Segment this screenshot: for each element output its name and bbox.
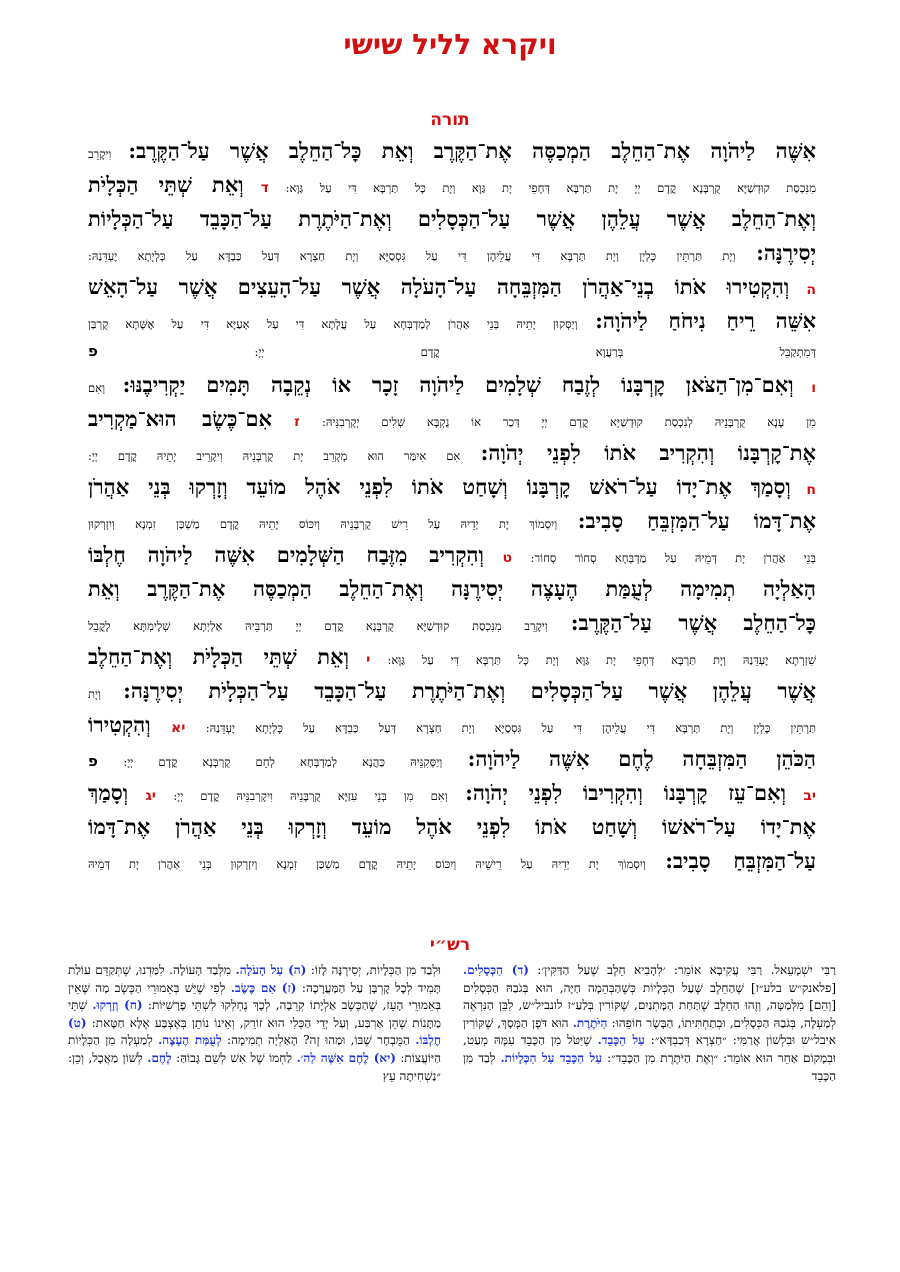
verse-text: אֲשֶׁר עֲלֵהֶן אֲשֶׁר עַל־הַכְּסָלִים וְאֶת־הַיֹּתֶרֶת עַל־הַכָּבֵד עַל־הַכְּלָיֹת יְסִירֶנָּה:: [123, 678, 816, 703]
verse-number: ד: [260, 180, 269, 196]
torah-line: [88, 508, 816, 542]
rashi-dibbur-hamatchil: (יא) לֶחֶם אִשֶּׁה לַה׳.: [296, 1050, 396, 1065]
verse-text: וְאִם־עֵז קׇרְבָּנוֹ וְהִקְרִיבוֹ לִפְנֵי יְהֹוָה:: [465, 780, 786, 805]
verse-text: כׇּל־הַחֵלֶב אֲשֶׁר עַל־הַקֶּרֶב:: [570, 610, 816, 635]
torah-line: [88, 610, 816, 644]
rashi-commentary: [68, 962, 836, 1242]
verse-text: עַל־הַמִּזְבֵּחַ סָבִיב:: [665, 848, 816, 873]
rashi-text: וּלְבַד מִן הַכְּלָיוֹת, יְסִירֶנָּה לָזוֹ:: [306, 963, 441, 977]
verse-text: אֶת־דָּמוֹ עַל־הַמִּזְבֵּחַ סָבִיב:: [577, 508, 816, 533]
torah-line: [88, 440, 816, 474]
torah-line: [88, 138, 816, 172]
onkelos-text: מִנִּכְסַת קוּדְשַׁיָּא קֻרְבָּנָא קֳדָם יְיָ יָת תַּרְבָּא דְּחָפֵי יָת גַּוָּא וְיָת כָּל תַּרְבָּא דִּי עַל גַּוָּא:: [285, 181, 816, 195]
torah-text: [88, 138, 816, 882]
onkelos-text: וְאִם מִן בְּנֵי עִזַּיָּא קֻרְבָּנֵיהּ וִיקָרְבִנֵּיהּ קֳדָם יְיָ:: [173, 789, 448, 803]
rashi-text: הוּא דֹּפֶן הַמָּסָךְ, שֶׁקּוֹרִין איבל״ש וּבִלְשׁוֹן אֲרַמִּי: ״חַצְרָא דְּכַבְדָּא״:: [463, 1015, 836, 1048]
verse-number: ה: [806, 282, 816, 298]
rashi-text: [פלאנק״ש בלע״ז] שֶׁהַחֵלֶב שֶׁעַל הַכְּלָיוֹת כְּשֶׁהַבְּהֵמָה חַיָּה, הוּא בְּגֹבַהּ הַכְּסָלִים [וְהֵם] מִלְּמַטָּה, וְזֶהוּ הַחֵלֶב שֶׁתַּחַת הַמָּתְנַיִם, שֶׁקּוֹרִין בְּלַעַ״ז לונביל״ש, לִבֵּן הַנִּרְאֶה לְמַעְלָה, בְּגֹבַהּ הַכְּסָלִים, וּבְתַחְתִּיתוֹ, הַבָּשָׂר חוֹפֵהוּ:: [463, 980, 836, 1030]
rashi-text: לְבַד מִן הַכָּבֵד: [463, 1050, 836, 1083]
onkelos-text: דְּמִתְקַבֵּל בְּרַעֲוָא קֳדָם יְיָ:: [254, 345, 816, 359]
rashi-dibbur-hamatchil: לֶחֶם.: [147, 1050, 172, 1065]
torah-line: [88, 542, 816, 576]
verse-text: הָאַלְיָה תְמִימָה לְעֻמַּת הֶעָצֶה יְסִירֶנָּה וְאֶת־הַחֵלֶב הַמְכַסֶּה אֶת־הַקֶּרֶב וְאֵת: [88, 576, 816, 601]
verse-number: יב: [803, 788, 816, 804]
verse-text: וְהִקְטִירוֹ: [88, 712, 151, 737]
torah-line: [88, 576, 816, 610]
rashi-text: לְמַעְלָה מִן הַכְּלָיוֹת הַיּוֹעֲצוֹת:: [68, 1033, 441, 1065]
torah-heading: תורה: [430, 110, 470, 130]
rashi-text: הַמֻּבְחָר שֶׁבּוֹ, וּמַהוּ זֶה? הָאַלְיָה תְמִימָה:: [221, 1033, 416, 1048]
rashi-dibbur-hamatchil: עַל הַכָּבֵד.: [597, 1033, 645, 1048]
torah-line: [88, 814, 816, 848]
verse-text: אֶת־קׇרְבָּנוֹ וְהִקְרִיב אֹתוֹ לִפְנֵי יְהֹוָה:: [480, 440, 816, 465]
verse-number: י: [366, 652, 371, 668]
rashi-text: שְׁתֵּי מַתָּנוֹת שֶׁהֵן אַרְבַּע, וְעַל יְדֵי הַכְּלִי הוּא זוֹרֵק, וְאֵינוֹ נוֹתֵן בְּאֶצְבַּע אֶלָּא חַטָּאת:: [68, 998, 441, 1030]
onkelos-text: וְיַסְּקִנֵּיהּ כַּהֲנָא לְמַדְבְּחָא לְחֵם קֻרְבָּנָא קֳדָם יְיָ:: [123, 755, 443, 769]
verse-text: אִשֵּׁה רֵיחַ נִיחֹחַ לַיהֹוָה:: [595, 308, 816, 333]
rashi-column-right: [463, 962, 836, 1242]
torah-line: [88, 712, 816, 746]
verse-number: יא: [171, 720, 186, 736]
rashi-column-left: [68, 962, 441, 1242]
rashi-dibbur-hamatchil: הַיֹּתֶרֶת.: [572, 1015, 608, 1030]
verse-text: הַכֹּהֵן הַמִּזְבֵּחָה לֶחֶם אִשֶּׁה לַיהֹוָה:: [467, 746, 816, 771]
onkelos-text: וְאִם: [88, 381, 106, 395]
verse-number: ו: [811, 380, 816, 396]
page-title: ויקרא לליל שישי: [343, 28, 557, 61]
rashi-heading: רש״י: [429, 935, 471, 955]
verse-text: וְהִקְרִיב מִזֶּבַח הַשְּׁלָמִים אִשֶּׁה לַיהֹוָה חֶלְבּוֹ: [88, 542, 484, 567]
torah-line: [88, 746, 816, 780]
onkelos-text: אִם אִימַּר הוּא מְקָרֵב יָת קֻרְבָּנֵיהּ וִיקָרֵיב יָתֵיהּ קֳדָם יְיָ:: [88, 449, 461, 463]
torah-line: [88, 644, 816, 678]
torah-line: [88, 308, 816, 342]
rashi-dibbur-hamatchil: (ד) הַכְּסָלִים.: [463, 963, 529, 977]
verse-text: אִשֶּׁה לַיהֹוָה אֶת־הַחֵלֶב הַמְכַסֶּה אֶת־הַקֶּרֶב וְאֵת כׇּל־הַחֵלֶב אֲשֶׁר עַל־הַקֶּרֶב:: [128, 138, 816, 163]
verse-text: אִם־כֶּשֶׂב הוּא־מַקְרִיב: [88, 406, 272, 431]
rashi-dibbur-hamatchil: עַל הַכָּבֵד עַל הַכְּלָיוֹת.: [500, 1050, 602, 1065]
rashi-dibbur-hamatchil: (ה) עַל הָעֹלָה.: [235, 963, 307, 977]
rashi-text: לַחְמוֹ שֶׁל אִשׁ לְשֵׁם גָּבוֹהַּ:: [171, 1050, 297, 1065]
onkelos-text: וְיָת תַּרְתֵּין כָּלְיָן וְיָת תַּרְבָּא דִּי עֲלֵיהֶן דִּי עַל גִּסְסַיָּא וְיָת חַצְרָא דְּעַל כַּבְדָּא עַל כָּלְיָתָא יֶעְדֵּנַהּ:: [88, 249, 736, 263]
torah-line: [88, 240, 816, 274]
verse-text: וְאֵת שְׁתֵּי הַכְּלָיֹת: [88, 172, 244, 197]
rashi-text: רַבִּי יִשְׁמָעֵאל. רַבִּי עֲקִיבָא אוֹמֵר: ׳לְהָבִיא חֵלֶב שֶׁעַל הַדַּקִּין׳:: [528, 963, 836, 977]
torah-line: [88, 474, 816, 508]
rashi-dibbur-hamatchil: (ח) וְזָרְקוּ.: [92, 998, 143, 1013]
onkelos-text: וְיִסְמוֹךְ יָת יְדֵיהּ עַל רֵישׁ קֻרְבָּנֵיהּ וְיִכּוֹס יָתֵיהּ קֳדָם מַשְׁכַּן זִמְנָא וְיִזְרְקוּן: [88, 517, 558, 531]
verse-number: ט: [502, 550, 513, 566]
verse-text: וְאֵת שְׁתֵּי הַכְּלָיֹת וְאֶת־הַחֵלֶב: [88, 644, 349, 669]
torah-line: [88, 274, 816, 308]
rashi-text: לְפִי שֶׁיֵּשׁ בְּאֵמוּרֵי הַכֶּשֶׂב מַה שֶּׁאֵין בְּאֵמוּרֵי הָעֵז, שֶׁהַכֶּשֶׂב אַלְיָתוֹ קְרֵבָה, לְכָךְ נֶחְלְקוּ לִשְׁתֵּי פָרָשִׁיּוֹת:: [68, 980, 441, 1013]
verse-text: וְסָמַךְ אֶת־יָדוֹ עַל־רֹאשׁ קׇרְבָּנוֹ וְשָׁחַט אֹתוֹ לִפְנֵי אֹהֶל מוֹעֵד וְזָרְקוּ בְּנֵי אַהֲרֹן: [88, 474, 791, 499]
verse-number: יג: [145, 788, 156, 804]
verse-text: וְאִם־מִן־הַצֹּאן קׇרְבָּנוֹ לְזֶבַח שְׁלָמִים לַיהֹוָה זָכָר אוֹ נְקֵבָה תָּמִים יַקְרִיבֶנּוּ:: [122, 372, 794, 397]
rashi-dibbur-hamatchil: לְעֻמַּת הֶעָצֶה.: [158, 1033, 222, 1048]
verse-text: וְהִקְטִירוּ אֹתוֹ בְנֵי־אַהֲרֹן הַמִּזְבֵּחָה עַל־הָעֹלָה אֲשֶׁר עַל־הָעֵצִים אֲשֶׁר עַל־הָאֵשׁ: [88, 274, 790, 299]
parasha-marker: פ: [88, 752, 98, 770]
rashi-dibbur-hamatchil: (ט) חֶלְבּוֹ.: [68, 1015, 441, 1048]
verse-number: ח: [806, 482, 816, 498]
verse-number: ז: [294, 414, 300, 430]
rashi-text: שֶׁיִּטֹּל מִן הַכָּבֵד עִמָּהּ מְעַט, וּבְמָקוֹם אַחֵר הוּא אוֹמֵר: ״וְאֶת הַיֹּתֶרֶת מִן הַכָּבֵד״:: [463, 1033, 836, 1065]
verse-text: וְסָמַךְ: [88, 780, 129, 805]
onkelos-text: וְיַסְּקוּן יָתֵיהּ בְּנֵי אַהֲרֹן לְמַדְבְּחָא עַל עֲלָתָא דִּי עַל אָעַיָּא דִּי עַל אֶשָּׁתָא קֻרְבַּן: [88, 317, 578, 331]
torah-line: [88, 206, 816, 240]
onkelos-text: וְיָת: [88, 687, 101, 701]
rashi-text: מִלְּבַד הָעוֹלָה. לִמַּדְנוּ, שֶׁתְּקַדֵּם עוֹלַת תָּמִיד לְכׇל קׇרְבָּן עַל הַמַּעֲרָכָה:: [68, 963, 441, 995]
onkelos-text: בְּנֵי אַהֲרֹן יָת דְּמֵיהּ עַל מַדְבְּחָא סְחוֹר סְחוֹר:: [530, 551, 816, 565]
rashi-text: לְשׁוֹן מַאֲכָל, וְכֵן: ״נַשְׁחִיתָה עֵץ: [68, 1050, 441, 1083]
verse-text: וְאֶת־הַחֵלֶב אֲשֶׁר עֲלֵהֶן אֲשֶׁר עַל־הַכְּסָלִים וְאֶת־הַיֹּתֶרֶת עַל־הַכָּבֵד עַל־הַכְּלָיוֹת: [88, 206, 816, 231]
onkelos-text: וִיקָרֵב: [88, 147, 112, 161]
torah-line: [88, 372, 816, 406]
verse-text: יְסִירֶנָּה:: [756, 240, 816, 265]
torah-line: [88, 342, 816, 372]
torah-line: [88, 848, 816, 882]
onkelos-text: וְיִסְמוֹךְ יָת יְדֵיהּ עַל רֵישֵׁיהּ וְיִכּוֹס יָתֵיהּ קֳדָם מַשְׁכַּן זִמְנָא וְיִזְרְקוּן בְּנֵי אַהֲרֹן יָת דְּמֵיהּ: [88, 857, 646, 871]
onkelos-text: שִׁזְרְתָא יֶעְדֵּנַהּ וְיָת תַּרְבָּא דְּחָפֵי יָת גַּוָּא וְיָת כָּל תַּרְבָּא דִּי עַל גַּוָּא:: [387, 653, 816, 667]
rashi-dibbur-hamatchil: (ז) אִם כֶּשֶׂב.: [230, 980, 297, 995]
torah-line: [88, 172, 816, 206]
onkelos-text: מִן עָנָא קֻרְבָּנֵיהּ לְנִכְסַת קוּדְשַׁיָּא קֳדָם יְיָ דְּכַר אוֹ נֻקְבָּא שְׁלִים יְקָרְבִנֵּיהּ:: [321, 415, 816, 429]
torah-line: [88, 678, 816, 712]
onkelos-text: תַּרְתֵּין כָּלְיָן וְיָת תַּרְבָּא דִּי עֲלֵיהֶן דִּי עַל גִּסְסַיָּא וְיָת חַצְרָא דְּעַל כַּבְדָּא עַל כָּלְיָתָא יֶעְדֵּנַהּ:: [205, 721, 816, 735]
parasha-marker: פ: [88, 342, 98, 360]
torah-line: [88, 780, 816, 814]
onkelos-text: וִיקָרֵב מִנִּכְסַת קוּדְשַׁיָּא קֻרְבָּנָא קֳדָם יְיָ תַּרְבֵּיהּ אַלְיְתָא שְׁלֶימְתָּא לָקֳבֵל: [88, 619, 548, 633]
torah-line: [88, 406, 816, 440]
verse-text: אֶת־יָדוֹ עַל־רֹאשׁוֹ וְשָׁחַט אֹתוֹ לִפְנֵי אֹהֶל מוֹעֵד וְזָרְקוּ בְּנֵי אַהֲרֹן אֶת־דָּמוֹ: [88, 814, 816, 839]
